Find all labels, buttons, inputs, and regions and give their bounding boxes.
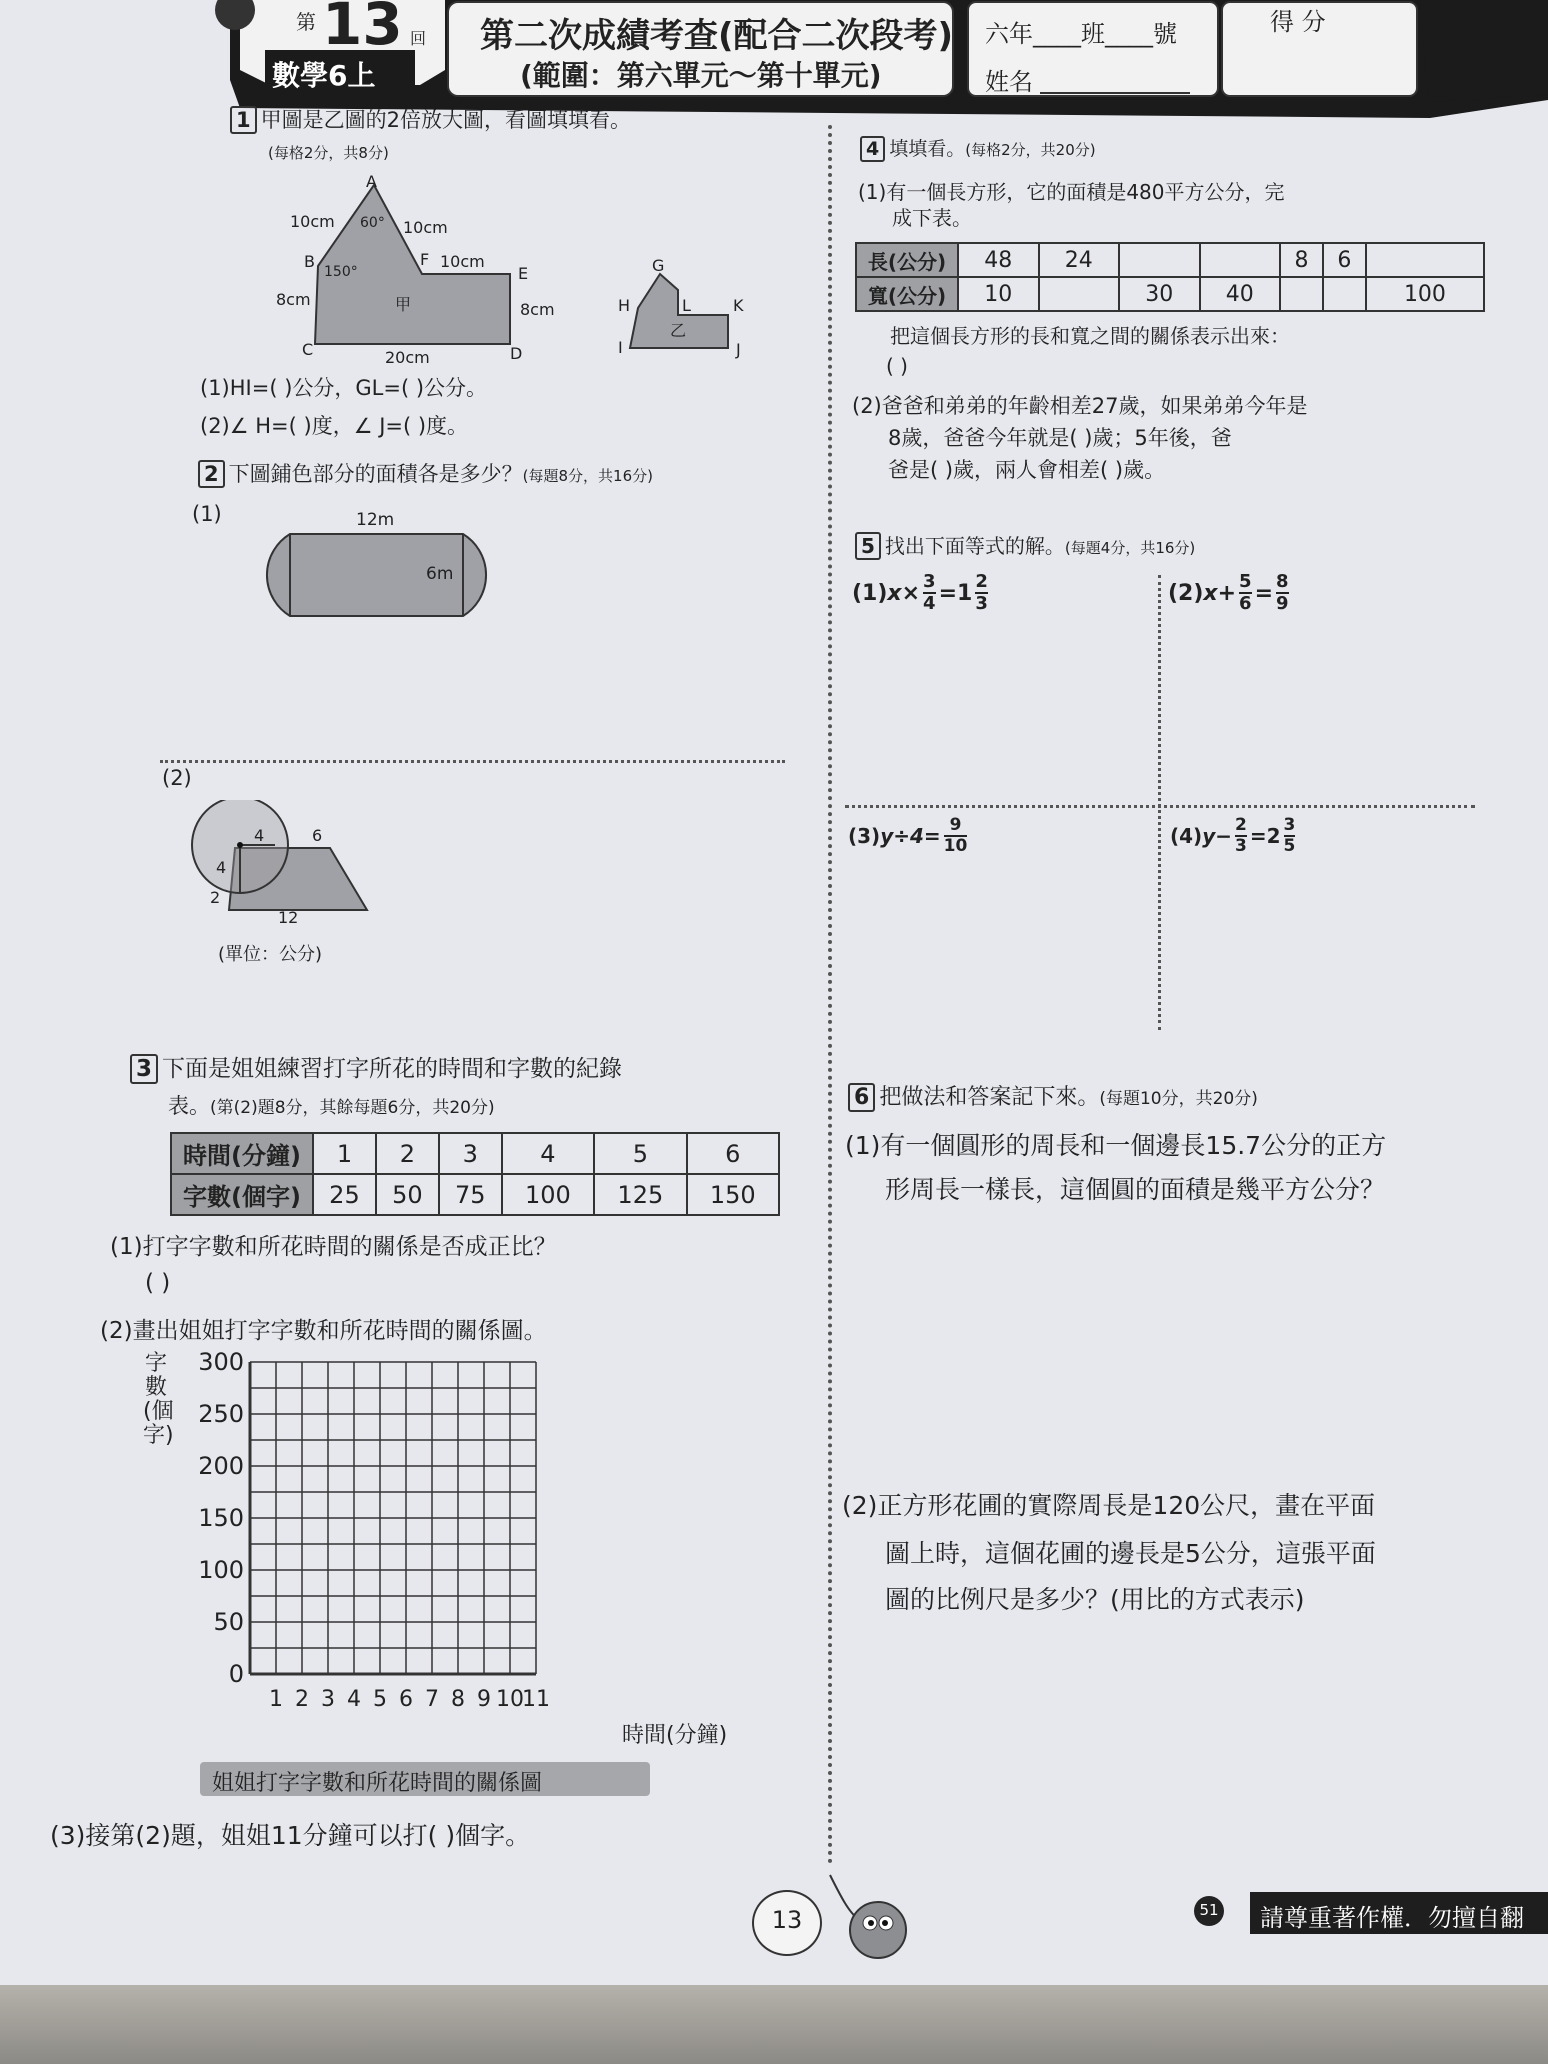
name-line — [1040, 92, 1190, 94]
eq4-eq: =2 — [1249, 824, 1281, 848]
equation-3 — [848, 816, 970, 856]
grid-lines — [250, 1362, 536, 1674]
label-bc: 8cm — [276, 290, 311, 309]
q1-prompt-text: 甲圖是乙圖的2倍放大圖，看圖填填看。 — [260, 108, 631, 132]
q4-number: 4 — [860, 136, 885, 162]
q2-sub2-label: (2) — [162, 766, 192, 790]
label-af: 10cm — [403, 218, 448, 237]
score-label: 得 分 — [1270, 8, 1326, 36]
label-H: H — [618, 296, 631, 315]
eq1-den2: 3 — [975, 593, 988, 614]
label-G: G — [652, 256, 665, 275]
issue-suffix: 回 — [410, 29, 427, 48]
page-number: 13 — [771, 1906, 803, 1934]
page-badge — [1194, 1896, 1224, 1926]
label-ed: 8cm — [520, 300, 555, 319]
q1-line2: (2)∠ H=( )度，∠ J=( )度。 — [200, 414, 469, 438]
x-tick-label: 8 — [451, 1687, 465, 1712]
q4-cell: 40 — [1200, 277, 1281, 311]
label-I: I — [618, 338, 623, 357]
q6-sub2-line3: 圖的比例尺是多少？(用比的方式表示) — [885, 1585, 1305, 1614]
header — [0, 0, 1548, 115]
q2-divider — [160, 760, 785, 763]
fig2-label-d: 2 — [210, 888, 221, 907]
eq2-label: (2) — [1168, 580, 1204, 606]
page-badge-text: 51 — [1199, 1901, 1219, 1919]
q3-cell: 6 — [687, 1133, 779, 1174]
eq1-den1: 4 — [923, 593, 936, 614]
q4-prompt-text: 填填看。 — [889, 138, 966, 160]
eq1-var: x× — [887, 580, 921, 606]
q6-sub2-line1: (2)正方形花圃的實際周長是120公尺，畫在平面 — [842, 1491, 1376, 1520]
y-tick-label: 50 — [213, 1608, 244, 1636]
q4-prompt — [860, 134, 1096, 162]
eq3-var: y÷4= — [880, 824, 941, 848]
chart-ylabel: 字數(個字) — [143, 1351, 174, 1448]
q1-points: (每格2分，共8分) — [268, 144, 389, 162]
y-tick-label: 100 — [198, 1556, 244, 1584]
label-A: A — [366, 172, 377, 191]
label-L: L — [682, 296, 691, 315]
q3-number: 3 — [130, 1054, 158, 1084]
issue-number: 13 — [322, 0, 403, 58]
q4-relation: 把這個長方形的長和寬之間的關係表示出來： — [890, 324, 1290, 348]
q3-cell: 75 — [439, 1174, 502, 1215]
q4-sub1-line1: (1)有一個長方形，它的面積是480平方公分，完 — [858, 180, 1285, 204]
q6-sub1-line2: 形周長一樣長，這個圓的面積是幾平方公分？ — [885, 1175, 1386, 1204]
x-tick-label: 5 — [373, 1687, 387, 1712]
label-D: D — [510, 344, 523, 363]
eq2-den2: 9 — [1276, 593, 1289, 614]
label-K: K — [733, 296, 744, 315]
q3-sub3: (3)接第(2)題，姐姐11分鐘可以打( )個字。 — [50, 1821, 531, 1850]
q6-number: 6 — [848, 1083, 875, 1112]
background-floor — [0, 1985, 1548, 2064]
q3-table — [170, 1132, 780, 1216]
q4-table-row-width — [856, 277, 1484, 311]
q1-line1: (1)HI=( )公分，GL=( )公分。 — [200, 376, 488, 400]
y-tick-label: 250 — [198, 1400, 244, 1428]
name-label: 姓名 — [985, 68, 1033, 96]
q6-sub2-line2: 圖上時，這個花圃的邊長是5公分，這張平面 — [885, 1539, 1376, 1568]
q4-row1-header: 長(公分) — [856, 243, 958, 277]
len-12m: 12m — [356, 510, 395, 530]
y-tick-label: 300 — [198, 1350, 244, 1376]
q4-cell: 24 — [1039, 243, 1120, 277]
y-tick-label: 200 — [198, 1452, 244, 1480]
q1-number: 1 — [230, 106, 257, 134]
q2-prompt-text: 下圖鋪色部分的面積各是多少？ — [228, 462, 523, 486]
copyright-notice: 請尊重著作權．勿擅自翻 — [1260, 1904, 1524, 1932]
q4-blank-cell[interactable] — [1323, 277, 1366, 311]
eq2-den1: 6 — [1239, 593, 1252, 614]
y-ticks — [198, 1350, 244, 1688]
q3-row1-header: 時間(分鐘) — [171, 1133, 313, 1174]
label-angle150: 150° — [324, 264, 358, 280]
mascot-icon — [820, 1865, 920, 1965]
q4-blank-cell[interactable] — [1119, 243, 1200, 277]
q2-number: 2 — [198, 460, 225, 488]
eq3-num1: 9 — [949, 815, 962, 835]
q4-sub1-line2: 成下表。 — [892, 206, 972, 230]
q3-cell: 3 — [439, 1133, 502, 1174]
q3-cell: 50 — [376, 1174, 439, 1215]
q4-sub2-line3: 爸是( )歲，兩人會相差( )歲。 — [888, 458, 1166, 482]
column-divider — [828, 125, 832, 1865]
q5-points: (每題4分，共16分) — [1064, 539, 1196, 557]
eq1-eq: =1 — [938, 580, 973, 606]
q4-points: (每格2分，共20分) — [965, 141, 1096, 159]
q4-cell: 6 — [1323, 243, 1366, 277]
q4-cell: 30 — [1119, 277, 1200, 311]
eq1-num1: 3 — [923, 571, 936, 592]
q3-cell: 4 — [502, 1133, 594, 1174]
q4-blank-cell[interactable] — [1280, 277, 1323, 311]
q4-cell: 48 — [958, 243, 1039, 277]
chart-caption-box — [200, 1762, 650, 1796]
q2-sub1-label: (1) — [192, 502, 222, 526]
equation-2 — [1168, 572, 1292, 614]
q5-number: 5 — [855, 532, 881, 560]
eq2-eq: = — [1254, 580, 1274, 606]
q6-points: (每題10分，共20分) — [1099, 1089, 1258, 1109]
q4-sub2-line2: 8歲，爸爸今年就是( )歲；5年後，爸 — [888, 426, 1232, 450]
q3-cell: 1 — [313, 1133, 376, 1174]
x-tick-label: 6 — [399, 1687, 413, 1712]
exam-range: (範圍：第六單元～第十單元) — [520, 59, 882, 92]
q3-table-row-time — [171, 1133, 779, 1174]
q4-cell: 10 — [958, 277, 1039, 311]
exam-title: 第二次成績考查(配合二次段考) — [480, 16, 954, 56]
eq2-var: x+ — [1203, 580, 1237, 606]
x-tick-label: 1 — [269, 1687, 283, 1712]
eq4-var: y− — [1202, 824, 1232, 848]
equation-1 — [852, 572, 991, 614]
label-ab: 10cm — [290, 212, 335, 231]
q5-vertical-divider — [1158, 575, 1161, 1030]
x-tick-label: 9 — [477, 1687, 491, 1712]
eq4-den1: 3 — [1235, 836, 1247, 856]
x-tick-label: 4 — [347, 1687, 361, 1712]
y-tick-label: 0 — [228, 1660, 244, 1688]
label-F: F — [420, 250, 430, 269]
q3-grid-chart[interactable] — [180, 1350, 780, 1750]
chart-caption: 姐姐打字字數和所花時間的關係圖 — [212, 1771, 543, 1796]
q5-horizontal-divider — [845, 805, 1475, 808]
eq3-den1: 10 — [943, 836, 968, 856]
label-fe: 10cm — [440, 252, 485, 271]
equation-4 — [1170, 816, 1298, 856]
eq4-num1: 2 — [1235, 815, 1247, 835]
q2-stadium-figure — [230, 520, 530, 630]
label-E: E — [518, 264, 529, 283]
q4-blank-cell[interactable] — [1200, 243, 1281, 277]
grade-class-seat-label: 六年____班____號 — [985, 20, 1177, 48]
label-J: J — [736, 340, 741, 359]
eq4-den2: 5 — [1283, 836, 1296, 856]
q3-prompt-line2: 表。 — [168, 1094, 210, 1118]
q3-prompt-2 — [168, 1090, 495, 1120]
q3-cell: 125 — [594, 1174, 686, 1215]
eq4-num2: 3 — [1283, 815, 1296, 835]
subject-label: 數學6上 — [272, 59, 376, 92]
eq4-label: (4) — [1170, 824, 1203, 848]
q2-points: (每題8分，共16分) — [522, 467, 653, 485]
q5-prompt — [855, 530, 1195, 560]
fig2-label-a: 4 — [254, 826, 265, 845]
q6-prompt-text: 把做法和答案記下來。 — [879, 1085, 1100, 1110]
q3-table-row-words — [171, 1174, 779, 1215]
q4-relation-blank[interactable]: ( ) — [886, 354, 908, 378]
q4-cell: 8 — [1280, 243, 1323, 277]
issue-prefix: 第 — [296, 10, 316, 34]
q3-sub1: (1)打字字數和所花時間的關係是否成正比？ — [110, 1234, 557, 1260]
q3-cell: 150 — [687, 1174, 779, 1215]
q3-cell: 5 — [594, 1133, 686, 1174]
fig2-label-c: 4 — [216, 858, 227, 877]
q3-cell: 2 — [376, 1133, 439, 1174]
q3-row2-header: 字數(個字) — [171, 1174, 313, 1215]
q5-prompt-text: 找出下面等式的解。 — [884, 534, 1065, 558]
q3-points: (第(2)題8分，其餘每題6分，共20分) — [210, 1098, 495, 1118]
len-6m: 6m — [426, 564, 454, 584]
q3-cell: 25 — [313, 1174, 376, 1215]
fig2-label-b: 6 — [312, 826, 323, 845]
label-B: B — [304, 252, 315, 271]
eq2-num1: 5 — [1239, 571, 1252, 592]
x-tick-label: 7 — [425, 1687, 439, 1712]
q4-row2-header: 寬(公分) — [856, 277, 958, 311]
q4-blank-cell[interactable] — [1366, 243, 1484, 277]
eq1-label: (1) — [852, 580, 888, 606]
x-tick-label: 2 — [295, 1687, 309, 1712]
x-tick-label: 10 — [496, 1687, 524, 1712]
x-tick-label: 3 — [321, 1687, 335, 1712]
q6-prompt — [848, 1080, 1258, 1112]
label-yi: 乙 — [670, 321, 687, 340]
copyright-banner — [1250, 1892, 1548, 1934]
chart-xlabel: 時間(分鐘) — [622, 1723, 728, 1748]
label-jia: 甲 — [395, 295, 412, 314]
q4-table — [855, 242, 1485, 312]
y-tick-label: 150 — [198, 1504, 244, 1532]
label-angle60: 60° — [360, 215, 385, 231]
q3-sub2: (2)畫出姐姐打字字數和所花時間的關係圖。 — [100, 1318, 547, 1344]
x-ticks — [269, 1687, 550, 1712]
label-C: C — [302, 340, 314, 359]
label-cd: 20cm — [385, 348, 430, 367]
eq3-label: (3) — [848, 824, 881, 848]
eq2-num2: 8 — [1276, 571, 1289, 592]
q4-cell: 100 — [1366, 277, 1484, 311]
eq1-num2: 2 — [975, 571, 988, 592]
fig2-label-e: 12 — [278, 908, 299, 927]
q2-unit: (單位：公分) — [218, 944, 323, 965]
q3-cell: 100 — [502, 1174, 594, 1215]
q3-prompt-line1: 下面是姐姐練習打字所花的時間和字數的紀錄 — [162, 1056, 623, 1082]
q3-prompt — [130, 1050, 622, 1084]
q4-blank-cell[interactable] — [1039, 277, 1120, 311]
q3-sub1-blank[interactable]: ( ) — [145, 1270, 171, 1296]
q4-sub2-line1: (2)爸爸和弟弟的年齡相差27歲，如果弟弟今年是 — [852, 394, 1308, 418]
q1-prompt — [230, 104, 631, 134]
q4-table-row-length — [856, 243, 1484, 277]
page-number-circle — [752, 1890, 822, 1956]
q2-prompt — [198, 458, 653, 488]
q6-sub1-line1: (1)有一個圓形的周長和一個邊長15.7公分的正方 — [845, 1131, 1387, 1160]
x-tick-label: 11 — [522, 1687, 550, 1712]
